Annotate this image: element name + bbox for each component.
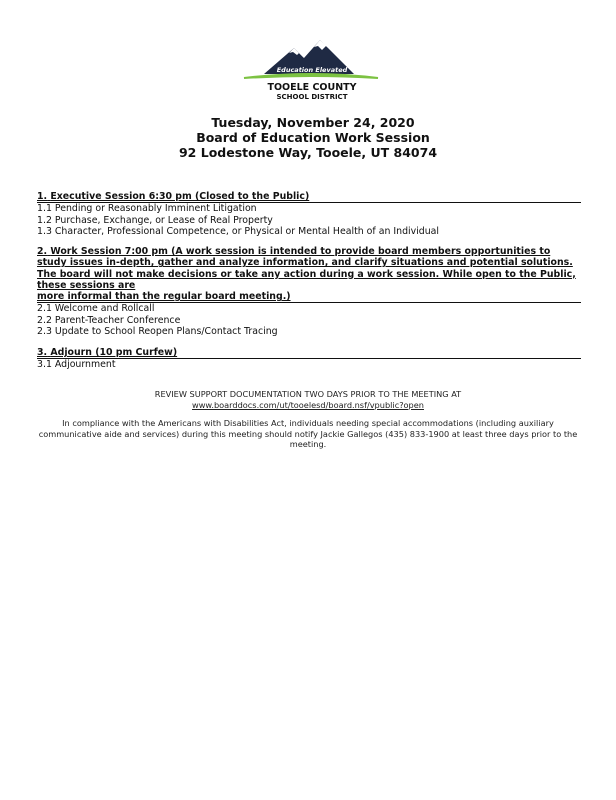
boarddocs-link[interactable]: www.boarddocs.com/ut/tooelesd/board.nsf/vpublic?open bbox=[192, 399, 424, 410]
meeting-date: Tuesday, November 24, 2020 bbox=[211, 115, 415, 130]
agenda-section-1 bbox=[37, 191, 581, 237]
section-title-text: Adjourn (10 pm Curfew) bbox=[50, 347, 178, 358]
district-logo bbox=[242, 38, 380, 102]
review-notice bbox=[30, 389, 586, 410]
section-title bbox=[37, 191, 581, 203]
ada-notice: In compliance with the Americans with Disabilities Act, individuals needing special accommodations (including auxiliary communicative aide and services) during this meeting should notify Jackie Gallegos (435) 833-1900 at least three days prior to the meeting. bbox=[38, 418, 578, 449]
section-title-continued: more informal than the regular board meeting.) bbox=[37, 291, 581, 303]
meeting-header bbox=[0, 115, 616, 160]
agenda-item: 1.1 Pending or Reasonably Imminent Litigation bbox=[37, 203, 257, 215]
review-text: REVIEW SUPPORT DOCUMENTATION TWO DAYS PRIOR TO THE MEETING AT bbox=[154, 389, 462, 399]
section-number: 2. bbox=[37, 246, 48, 257]
meeting-title: Board of Education Work Session bbox=[196, 130, 430, 145]
section-number: 3. bbox=[37, 347, 48, 358]
meeting-address: 92 Lodestone Way, Tooele, UT 84074 bbox=[178, 145, 438, 160]
section-title bbox=[37, 246, 581, 291]
logo-tagline: Education Elevated bbox=[276, 66, 348, 74]
agenda-section-3 bbox=[37, 347, 581, 371]
section-title-text: Executive Session 6:30 pm (Closed to the Public) bbox=[50, 191, 310, 202]
section-title-text: Work Session 7:00 pm (A work session is intended to provide board members opportunities to study issues in-depth, gather and analyze information, and clarify situations and potential solutions. The board will not make decisions or take any action during a work session. While open to the Public, these sessions are bbox=[37, 246, 576, 291]
section-number: 1. bbox=[37, 191, 48, 202]
logo-name-line2: SCHOOL DISTRICT bbox=[276, 93, 348, 101]
agenda-item: 1.3 Character, Professional Competence, or Physical or Mental Health of an Individual bbox=[37, 225, 440, 237]
section-title bbox=[37, 347, 581, 359]
mountain-logo-icon bbox=[242, 38, 380, 102]
logo-name-line1: TOOELE COUNTY bbox=[267, 82, 357, 93]
agenda-item: 1.2 Purchase, Exchange, or Lease of Real Property bbox=[37, 214, 273, 226]
agenda-item: 2.3 Update to School Reopen Plans/Contact Tracing bbox=[37, 326, 278, 338]
agenda-section-2 bbox=[37, 246, 581, 337]
agenda-item: 3.1 Adjournment bbox=[37, 359, 116, 371]
agenda-item: 2.1 Welcome and Rollcall bbox=[37, 303, 155, 315]
agenda-item: 2.2 Parent-Teacher Conference bbox=[37, 314, 181, 326]
